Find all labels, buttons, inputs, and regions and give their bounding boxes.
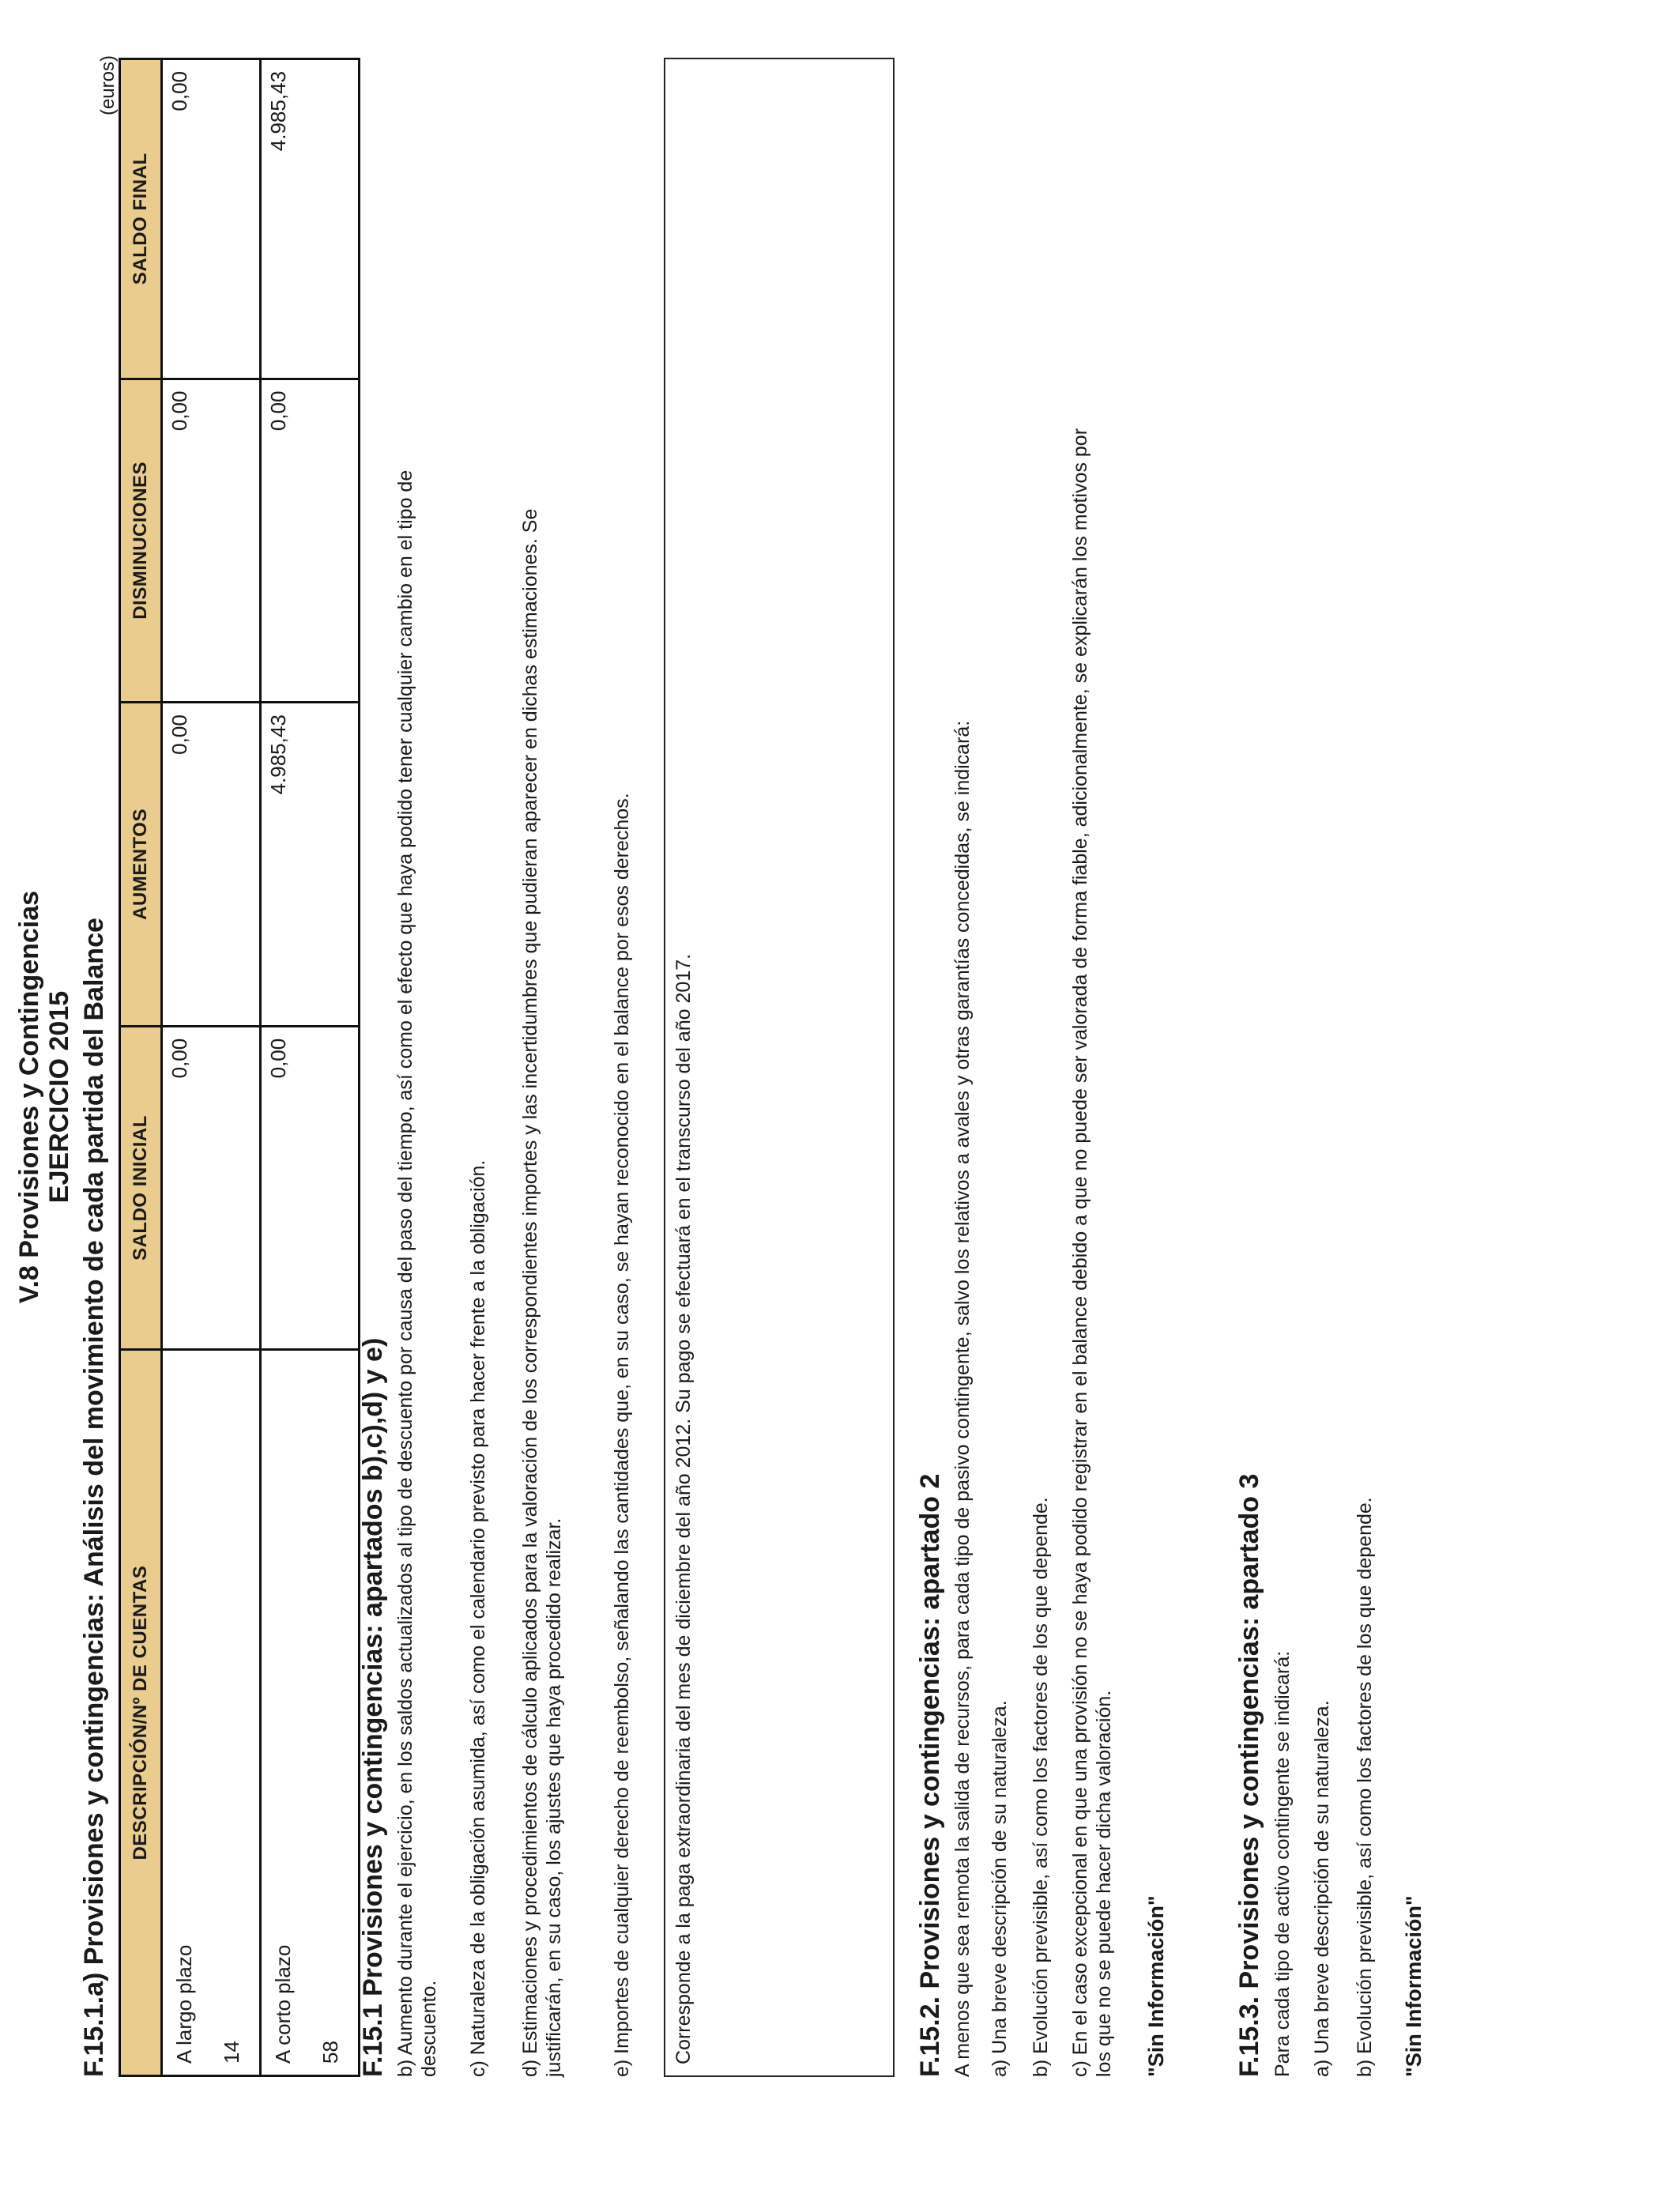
- column-header-saldo-inicial: SALDO INICIAL: [120, 1026, 162, 1349]
- row-saldo-final: 4.985,43: [261, 59, 360, 379]
- row-saldo-final: 0,00: [162, 59, 261, 379]
- row-saldo-inicial: 0,00: [162, 1026, 261, 1349]
- row-aumentos: 4.985,43: [261, 703, 360, 1027]
- column-header-descripcion: DESCRIPCIÓN/Nº DE CUENTAS: [120, 1350, 162, 2076]
- section-title-f151a: F.15.1.a) Provisiones y contingencias: Análisis del movimiento de cada partida del Balance: [79, 918, 109, 2077]
- column-header-saldo-final: SALDO FINAL: [120, 59, 162, 379]
- currency-note: (euros): [97, 55, 119, 116]
- table-row: [162, 59, 261, 2076]
- row-account-number: 58: [318, 2041, 342, 2064]
- section-title-f153: F.15.3. Provisiones y contingencias: apartado 3: [1234, 1473, 1264, 2077]
- f152-intro: A menos que sea remota la salida de recursos, para cada tipo de pasivo contingente, salvo los relativos a avales y otras garantías concedidas, se indicará:: [951, 720, 974, 2077]
- f152-item-b: b) Evolución previsible, así como los factores de los que depende.: [1030, 1497, 1052, 2077]
- f152-item-c-line2: los que no se puede hacer dicha valoración.: [1093, 1690, 1115, 2077]
- section-title-f152: F.15.2. Provisiones y contingencias: apartado 2: [915, 1473, 945, 2077]
- row-disminuciones: 0,00: [261, 379, 360, 703]
- f152-item-a: a) Una breve descripción de su naturaleza.: [989, 1700, 1011, 2077]
- row-account-number: 14: [220, 2041, 243, 2064]
- note-text: Corresponde a la paga extraordinaria del mes de diciembre del año 2012. Su pago se efectuará en el transcurso del año 2017.: [672, 953, 695, 2064]
- f152-item-c-line1: c) En el caso excepcional en que una provisión no se haya podido registrar en el balance debido a que no puede ser valorada de forma fiable, adicionalmente, se explicarán los motivos por: [1069, 428, 1091, 2077]
- section-title-f151: F.15.1 Provisiones y contingencias: apartados b),c),d) y e): [358, 1337, 388, 2077]
- paragraph-d-line1: d) Estimaciones y procedimientos de cálculo aplicados para la valoración de los correspondientes importes y las incertidumbres que pudieran aparecer en dichas estimaciones. Se: [519, 508, 541, 2077]
- paragraph-c: c) Naturaleza de la obligación asumida, así como el calendario previsto para hacer frente a la obligación.: [467, 1159, 489, 2077]
- paragraph-b-line1: b) Aumento durante el ejercicio, en los saldos actualizados al tipo de descuento por causa del paso del tiempo, así como el efecto que haya podido tener cualquier cambio en el tipo de: [394, 469, 416, 2077]
- table-row: [261, 59, 360, 2076]
- exercise-year: EJERCICIO 2015: [44, 990, 74, 1204]
- f153-item-a: a) Una breve descripción de su naturaleza.: [1311, 1700, 1333, 2077]
- column-header-aumentos: AUMENTOS: [120, 703, 162, 1027]
- page-title: V.8 Provisiones y Contingencias: [14, 890, 44, 1304]
- row-disminuciones: 0,00: [162, 379, 261, 703]
- paragraph-b-line2: descuento.: [418, 1980, 440, 2077]
- row-description-cell: [261, 1350, 360, 2076]
- table-header-row: [120, 59, 162, 2076]
- row-saldo-inicial: 0,00: [261, 1026, 360, 1349]
- paragraph-d-line2: justificarán, en su caso, los ajustes que haya procedido realizar.: [543, 1517, 565, 2077]
- note-box: [664, 58, 895, 2077]
- row-description: A largo plazo: [172, 1944, 196, 2064]
- paragraph-e: e) Importes de cualquier derecho de reembolso, señalando las cantidades que, en su caso, se hayan reconocido en el balance por esos derechos.: [611, 793, 633, 2077]
- f152-sin-informacion: "Sin Información": [1144, 1895, 1168, 2077]
- row-description: A corto plazo: [271, 1944, 295, 2064]
- f153-intro: Para cada tipo de activo contingente se indicará:: [1271, 1650, 1294, 2077]
- f153-sin-informacion: "Sin Información": [1402, 1895, 1426, 2077]
- row-aumentos: 0,00: [162, 703, 261, 1027]
- row-description-cell: [162, 1350, 261, 2076]
- f153-item-b: b) Evolución previsible, así como los factores de los que depende.: [1354, 1497, 1376, 2077]
- provisions-movement-table: [119, 58, 360, 2077]
- column-header-disminuciones: DISMINUCIONES: [120, 379, 162, 703]
